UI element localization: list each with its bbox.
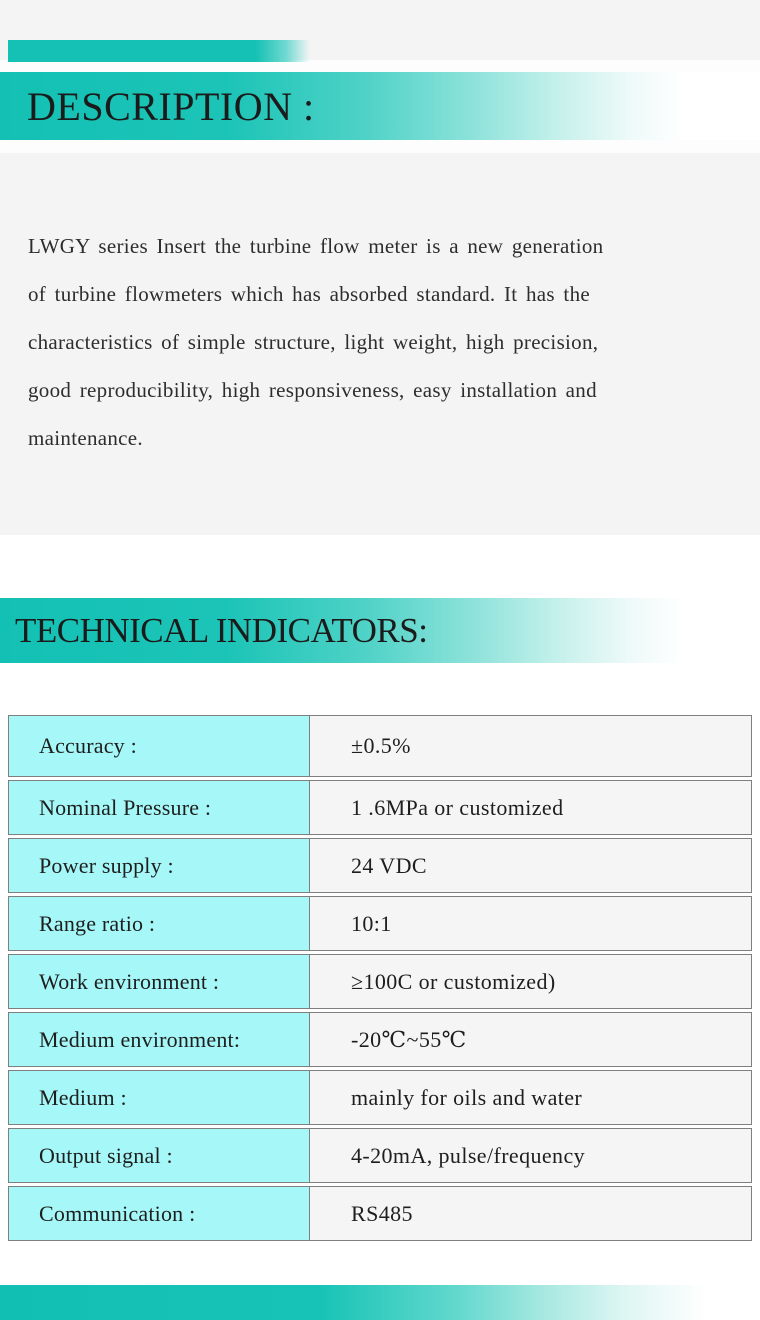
table-row xyxy=(8,715,752,777)
table-row xyxy=(8,896,752,951)
paragraph-line: of turbine flowmeters which has absorbed standard. It has the xyxy=(28,282,590,306)
table-row xyxy=(8,780,752,835)
spec-value-cell: RS485 xyxy=(310,1187,751,1240)
spec-value-cell: mainly for oils and water xyxy=(310,1071,751,1124)
spec-label-cell: Communication : xyxy=(9,1187,310,1240)
spec-value-cell: 24 VDC xyxy=(310,839,751,892)
spec-label-cell: Accuracy : xyxy=(9,716,310,776)
table-row xyxy=(8,954,752,1009)
description-section-banner xyxy=(0,72,760,140)
spec-label-cell: Output signal : xyxy=(9,1129,310,1182)
spec-value-cell: ±0.5% xyxy=(310,716,751,776)
paragraph-line: good reproducibility, high responsiveness, easy installation and xyxy=(28,378,597,402)
spec-label-cell: Work environment : xyxy=(9,955,310,1008)
spec-label-cell: Range ratio : xyxy=(9,897,310,950)
spec-value-cell: 4-20mA, pulse/frequency xyxy=(310,1129,751,1182)
spec-label-cell: Power supply : xyxy=(9,839,310,892)
spec-value-cell: -20℃~55℃ xyxy=(310,1013,751,1066)
top-accent-bar xyxy=(8,40,310,62)
table-row xyxy=(8,1186,752,1241)
technical-spec-table xyxy=(8,715,752,1244)
table-row xyxy=(8,1070,752,1125)
bottom-accent-bar xyxy=(0,1285,760,1320)
technical-indicators-section-title: TECHNICAL INDICATORS: xyxy=(15,610,428,650)
table-row xyxy=(8,1012,752,1067)
description-section-title: DESCRIPTION : xyxy=(27,83,315,129)
spec-label-cell: Medium environment: xyxy=(9,1013,310,1066)
technical-indicators-section-banner xyxy=(0,598,760,663)
spec-label-cell: Nominal Pressure : xyxy=(9,781,310,834)
spec-value-cell: ≥100C or customized) xyxy=(310,955,751,1008)
table-row xyxy=(8,838,752,893)
paragraph-line: LWGY series Insert the turbine flow meter is a new generation xyxy=(28,234,604,258)
paragraph-line: maintenance. xyxy=(28,426,143,450)
spec-label-cell: Medium : xyxy=(9,1071,310,1124)
paragraph-line: characteristics of simple structure, light weight, high precision, xyxy=(28,330,599,354)
spec-value-cell: 10:1 xyxy=(310,897,751,950)
spec-value-cell: 1 .6MPa or customized xyxy=(310,781,751,834)
white-band-below-description-banner xyxy=(0,140,760,153)
table-row xyxy=(8,1128,752,1183)
product-description-text xyxy=(28,222,708,462)
